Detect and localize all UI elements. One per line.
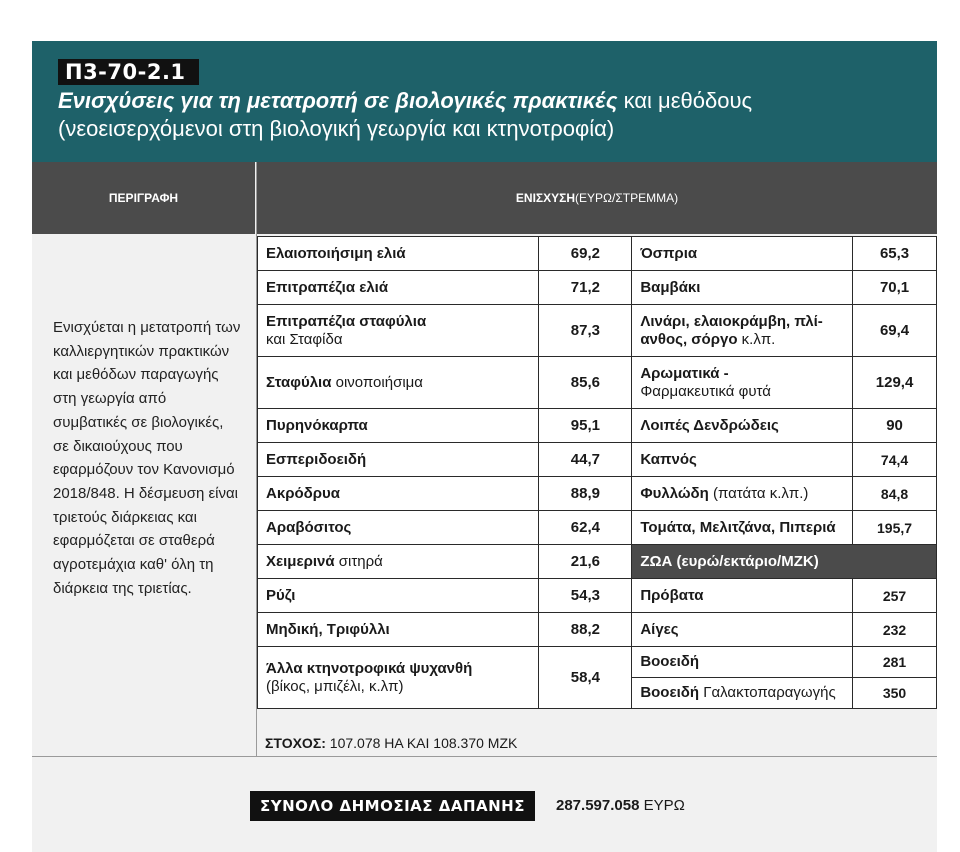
- table-row: [258, 545, 937, 579]
- crop-cell: Ακρόδρυα: [258, 477, 539, 511]
- crop-cell: Άλλα κτηνοτροφικά ψυχανθή (βίκος, μπιζέλι, κ.λπ): [258, 647, 539, 709]
- column-header-support: ΕΝΙΣΧΥΣΗ (ΕΥΡΩ/ΣΤΡΕΜΜΑ): [257, 162, 937, 234]
- value-cell: 69,2: [539, 237, 632, 271]
- title-normal: και μεθόδους (νεοεισερχόμενοι στη βιολογική γεωργία και κτηνοτροφία): [58, 88, 753, 141]
- crop-cell: Επιτραπέζια ελιά: [258, 271, 539, 305]
- value-cell: 71,2: [539, 271, 632, 305]
- crop-cell: Όσπρια: [632, 237, 853, 271]
- animal-cell: Βοοειδή: [632, 647, 853, 678]
- value-cell: 58,4: [539, 647, 632, 709]
- table-row: [258, 477, 937, 511]
- crop-cell: Τομάτα, Μελιτζάνα, Πιπεριά: [632, 511, 853, 545]
- value-cell: 129,4: [853, 357, 937, 409]
- value-cell: 195,7: [853, 511, 937, 545]
- total-amount: 287.597.058 ΕΥΡΩ: [556, 797, 685, 814]
- table-row: [258, 305, 937, 357]
- crop-cell: Πυρηνόκαρπα: [258, 409, 539, 443]
- table-row: [258, 511, 937, 545]
- value-cell: 84,8: [853, 477, 937, 511]
- crop-cell: Φυλλώδη (πατάτα κ.λπ.): [632, 477, 853, 511]
- crop-cell: Ελαιοποιήσιμη ελιά: [258, 237, 539, 271]
- title-bold: Ενισχύσεις για τη μετατροπή σε βιολογικές πρακτικές: [58, 88, 618, 113]
- value-cell: 88,9: [539, 477, 632, 511]
- value-cell: 95,1: [539, 409, 632, 443]
- crop-cell: Σταφύλια οινοποιήσιμα: [258, 357, 539, 409]
- support-table: [257, 236, 937, 709]
- crop-cell: Αραβόσιτος: [258, 511, 539, 545]
- value-cell: 69,4: [853, 305, 937, 357]
- value-cell: 54,3: [539, 579, 632, 613]
- value-cell: 74,4: [853, 443, 937, 477]
- crop-cell: Βαμβάκι: [632, 271, 853, 305]
- value-cell: 62,4: [539, 511, 632, 545]
- value-cell: 85,6: [539, 357, 632, 409]
- value-cell: 90: [853, 409, 937, 443]
- value-cell: 257: [853, 579, 937, 613]
- crop-cell: Καπνός: [632, 443, 853, 477]
- crop-cell: Αρωματικά - Φαρμακευτικά φυτά: [632, 357, 853, 409]
- value-cell: 44,7: [539, 443, 632, 477]
- measure-code: Π3-70-2.1: [58, 59, 199, 85]
- column-header-description: ΠΕΡΙΓΡΑΦΗ: [32, 162, 255, 234]
- animal-cell: Βοοειδή Γαλακτοπαραγωγής: [632, 678, 853, 709]
- table-row: [258, 613, 937, 647]
- animal-cell: Πρόβατα: [632, 579, 853, 613]
- value-cell: 87,3: [539, 305, 632, 357]
- value-cell: 21,6: [539, 545, 632, 579]
- table-row: [258, 579, 937, 613]
- section-divider: [32, 756, 937, 757]
- crop-cell: Λινάρι, ελαιοκράμβη, πλί-ανθος, σόργο κ.λπ.: [632, 305, 853, 357]
- table-row: [258, 271, 937, 305]
- table-row: [258, 237, 937, 271]
- page-title: [58, 87, 918, 143]
- value-cell: 65,3: [853, 237, 937, 271]
- crop-cell: Χειμερινά σιτηρά: [258, 545, 539, 579]
- table-row: [258, 647, 937, 678]
- crop-cell: Λοιπές Δενδρώδεις: [632, 409, 853, 443]
- crop-cell: Εσπεριδοειδή: [258, 443, 539, 477]
- table-row: [258, 443, 937, 477]
- value-cell: 281: [853, 647, 937, 678]
- crop-cell: Επιτραπέζια σταφύλια και Σταφίδα: [258, 305, 539, 357]
- animals-header: ΖΩΑ (ευρώ/εκτάριο/ΜΖΚ): [632, 545, 937, 579]
- crop-cell: Μηδική, Τριφύλλι: [258, 613, 539, 647]
- table-row: [258, 409, 937, 443]
- goal-text: ΣΤΟΧΟΣ: 107.078 ΗΑ ΚΑΙ 108.370 ΜΖΚ: [265, 735, 518, 751]
- value-cell: 70,1: [853, 271, 937, 305]
- total-label: ΣΥΝΟΛΟ ΔΗΜΟΣΙΑΣ ΔΑΠΑΝΗΣ: [250, 791, 535, 821]
- crop-cell: Ρύζι: [258, 579, 539, 613]
- animal-cell: Αίγες: [632, 613, 853, 647]
- value-cell: 350: [853, 678, 937, 709]
- table-row: [258, 357, 937, 409]
- description-text: Ενισχύεται η μετατροπή των καλλιεργητικών πρακτικών και μεθόδων παραγωγής στη γεωργία από συμβατικές σε βιολογικές, σε δικαιούχους που εφαρμόζουν τον Κανονισμό 2018/848. Η δέσμευση είναι τριετούς διάρκειας και εφαρμόζεται σε σταθερά αγροτεμάχια καθ' όλη τη διάρκεια της τριετίας.: [53, 319, 241, 597]
- value-cell: 232: [853, 613, 937, 647]
- value-cell: 88,2: [539, 613, 632, 647]
